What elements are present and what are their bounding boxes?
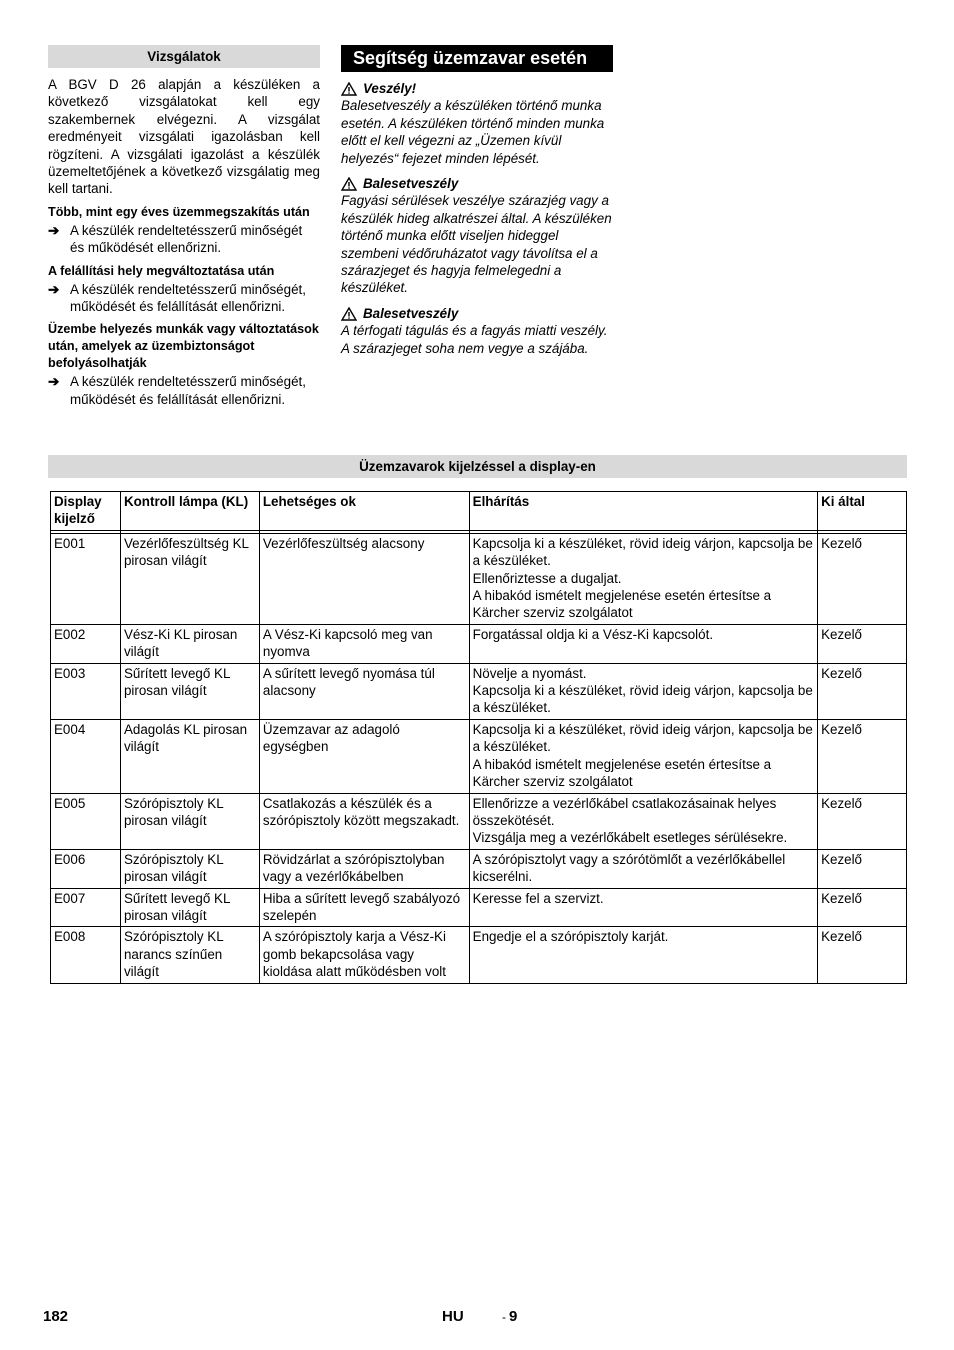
cell-by-whom: Kezelő [818, 927, 907, 983]
cell-display-code: E006 [51, 849, 121, 888]
cell-remedy [469, 624, 817, 663]
table-row [51, 793, 907, 849]
language-code: HU [442, 1308, 464, 1325]
cell-display-code: E002 [51, 624, 121, 663]
cell-by-whom: Kezelő [818, 719, 907, 793]
section-heading-troubleshooting: Segítség üzemzavar esetén [341, 45, 613, 72]
cell-display-code: E004 [51, 719, 121, 793]
cell-remedy [469, 533, 817, 624]
warning-body-1: Balesetveszély a készüléken történő munka esetén. A készüléken történő minden munka előtt el kell végezni az „Üzemen kívül helyezés“ fejezet minden lépését. [341, 98, 605, 166]
remedy-line: Kapcsolja ki a készüléket, rövid ideig várjon, kapcsolja be a készüléket. [472, 535, 813, 569]
cell-possible-cause: Vezérlőfeszültség alacsony [259, 533, 469, 624]
cell-remedy [469, 888, 817, 927]
column-header: Kontroll lámpa (KL) [120, 492, 259, 531]
remedy-line: Kapcsolja ki a készüléket, rövid ideig várjon, kapcsolja be a készüléket. [472, 721, 813, 755]
cell-possible-cause: A sűrített levegő nyomása túl alacsony [259, 663, 469, 719]
page-dash: - [502, 1310, 506, 1324]
column-header: Lehetséges ok [259, 492, 469, 531]
right-column [341, 45, 616, 357]
warning-triangle-icon [341, 307, 357, 321]
remedy-line: Forgatással oldja ki a Vész-Ki kapcsolót. [472, 626, 714, 642]
warning-body-3b: A szárazjeget soha nem vegye a szájába. [341, 340, 589, 356]
cell-possible-cause: A Vész-Ki kapcsoló meg van nyomva [259, 624, 469, 663]
cell-control-lamp: Szórópisztoly KL pirosan világít [120, 793, 259, 849]
arrow-right-icon: ➔ [48, 281, 60, 297]
cell-control-lamp: Szórópisztoly KL pirosan világít [120, 849, 259, 888]
cell-display-code: E005 [51, 793, 121, 849]
warning-title-text: Balesetveszély [363, 305, 459, 321]
section-heading-vizsgalatok: Vizsgálatok [48, 45, 320, 68]
list-item [48, 281, 320, 316]
list-item-text: A készülék rendeltetésszerű minőségét és működését ellenőrizni. [70, 222, 303, 256]
table-row [51, 888, 907, 927]
list-item [48, 373, 320, 408]
remedy-line: Keresse fel a szervizt. [472, 890, 604, 906]
cell-by-whom: Kezelő [818, 849, 907, 888]
warning-title-2 [341, 175, 616, 192]
cell-control-lamp: Vész-Ki KL pirosan világít [120, 624, 259, 663]
list-item [48, 222, 320, 257]
remedy-line: Növelje a nyomást. [472, 665, 587, 681]
subhead-1: Több, mint egy éves üzemmegszakítás után [48, 204, 310, 219]
subhead-2: A felállítási hely megváltoztatása után [48, 263, 275, 278]
cell-display-code: E008 [51, 927, 121, 983]
warning-title-1 [341, 80, 616, 97]
cell-control-lamp: Szórópisztoly KL narancs színűen világít [120, 927, 259, 983]
intro-paragraph: A BGV D 26 alapján a készüléken a következő vizsgálatokat kell egy szakembernek elvégezni. A vizsgálat eredményeit vizsgálati igazolásban kell rögzíteni. A vizsgálati igazolást a készülék üzemeltetőjének a következő vizsgálatig meg kell tartani. [48, 77, 320, 197]
warning-body-2: Fagyási sérülések veszélye szárazjég vagy a készülék hideg alkatrészei által. A készüléken történő munka előtt viseljen hideggel szembeni védőruházatot vagy távolítsa el a szárazjeget és hagyja felmelegedni a készüléket. [341, 193, 612, 296]
cell-remedy [469, 663, 817, 719]
cell-remedy [469, 719, 817, 793]
remedy-line: A hibakód ismételt megjelenése esetén értesítse a Kärcher szerviz szolgálatot [472, 588, 772, 621]
cell-by-whom: Kezelő [818, 533, 907, 624]
warning-triangle-icon [341, 82, 357, 96]
table-row [51, 624, 907, 663]
cell-control-lamp: Adagolás KL pirosan világít [120, 719, 259, 793]
cell-display-code: E007 [51, 888, 121, 927]
warning-body-3a: A térfogati tágulás és a fagyás miatti veszély. [341, 323, 608, 339]
cell-possible-cause: A szórópisztoly karja a Vész-Ki gomb bekapcsolása vagy kioldása alatt működésben volt [259, 927, 469, 983]
remedy-line: A hibakód ismételt megjelenése esetén értesítse a Kärcher szerviz szolgálatot [472, 756, 772, 790]
arrow-right-icon: ➔ [48, 374, 60, 390]
warning-title-text: Balesetveszély [363, 176, 459, 192]
cell-possible-cause: Csatlakozás a készülék és a szórópisztoly között megszakadt. [259, 793, 469, 849]
list-item-text: A készülék rendeltetésszerű minőségét, működését és felállítását ellenőrizni. [70, 281, 306, 315]
column-header: Ki által [818, 492, 907, 531]
cell-remedy [469, 849, 817, 888]
subhead-3: Üzembe helyezés munkák vagy változtatások után, amelyek az üzembiztonságot befolyásolhatják [48, 322, 319, 371]
table-row [51, 927, 907, 983]
remedy-line: Kapcsolja ki a készüléket, rövid ideig várjon, kapcsolja be a készüléket. [472, 683, 813, 716]
cell-by-whom: Kezelő [818, 888, 907, 927]
table-row [51, 719, 907, 793]
cell-by-whom: Kezelő [818, 793, 907, 849]
cell-control-lamp: Vezérlőfeszültség KL pirosan világít [120, 533, 259, 624]
list-item-text: A készülék rendeltetésszerű minőségét, működését és felállítását ellenőrizni. [70, 374, 306, 407]
page-number: 182 [43, 1308, 69, 1325]
cell-remedy [469, 793, 817, 849]
section-page-number [502, 1308, 517, 1326]
remedy-line: A szórópisztolyt vagy a szórótömlőt a vezérlőkábellel kicserélni. [472, 851, 786, 885]
cell-possible-cause: Rövidzárlat a szórópisztolyban vagy a vezérlőkábelben [259, 849, 469, 888]
remedy-line: Vizsgálja meg a vezérlőkábelt esetleges sérülésekre. [472, 830, 788, 846]
warning-triangle-icon [341, 177, 357, 191]
table-row [51, 663, 907, 719]
table-header-row [51, 492, 907, 531]
cell-by-whom: Kezelő [818, 624, 907, 663]
remedy-line: Ellenőrizze a vezérlőkábel csatlakozásainak helyes összekötését. [472, 795, 777, 828]
remedy-line: Engedje el a szórópisztoly karját. [472, 929, 669, 945]
remedy-line: Ellenőriztesse a dugaljat. [472, 570, 622, 586]
cell-by-whom: Kezelő [818, 663, 907, 719]
cell-display-code: E001 [51, 533, 121, 624]
section-page-value: 9 [509, 1308, 518, 1325]
cell-possible-cause: Üzemzavar az adagoló egységben [259, 719, 469, 793]
column-header: Display kijelző [51, 492, 121, 531]
section-heading-display-errors: Üzemzavarok kijelzéssel a display-en [48, 455, 907, 478]
cell-possible-cause: Hiba a sűrített levegő szabályozó szelepén [259, 888, 469, 927]
cell-remedy [469, 927, 817, 983]
column-header: Elhárítás [469, 492, 817, 531]
cell-display-code: E003 [51, 663, 121, 719]
cell-control-lamp: Sűrített levegő KL pirosan világít [120, 663, 259, 719]
left-column [48, 45, 320, 408]
error-table [50, 491, 907, 984]
warning-title-text: Veszély! [363, 81, 417, 96]
warning-title-3 [341, 305, 616, 322]
table-row [51, 849, 907, 888]
table-row [51, 533, 907, 624]
arrow-right-icon: ➔ [48, 222, 60, 238]
cell-control-lamp: Sűrített levegő KL pirosan világít [120, 888, 259, 927]
